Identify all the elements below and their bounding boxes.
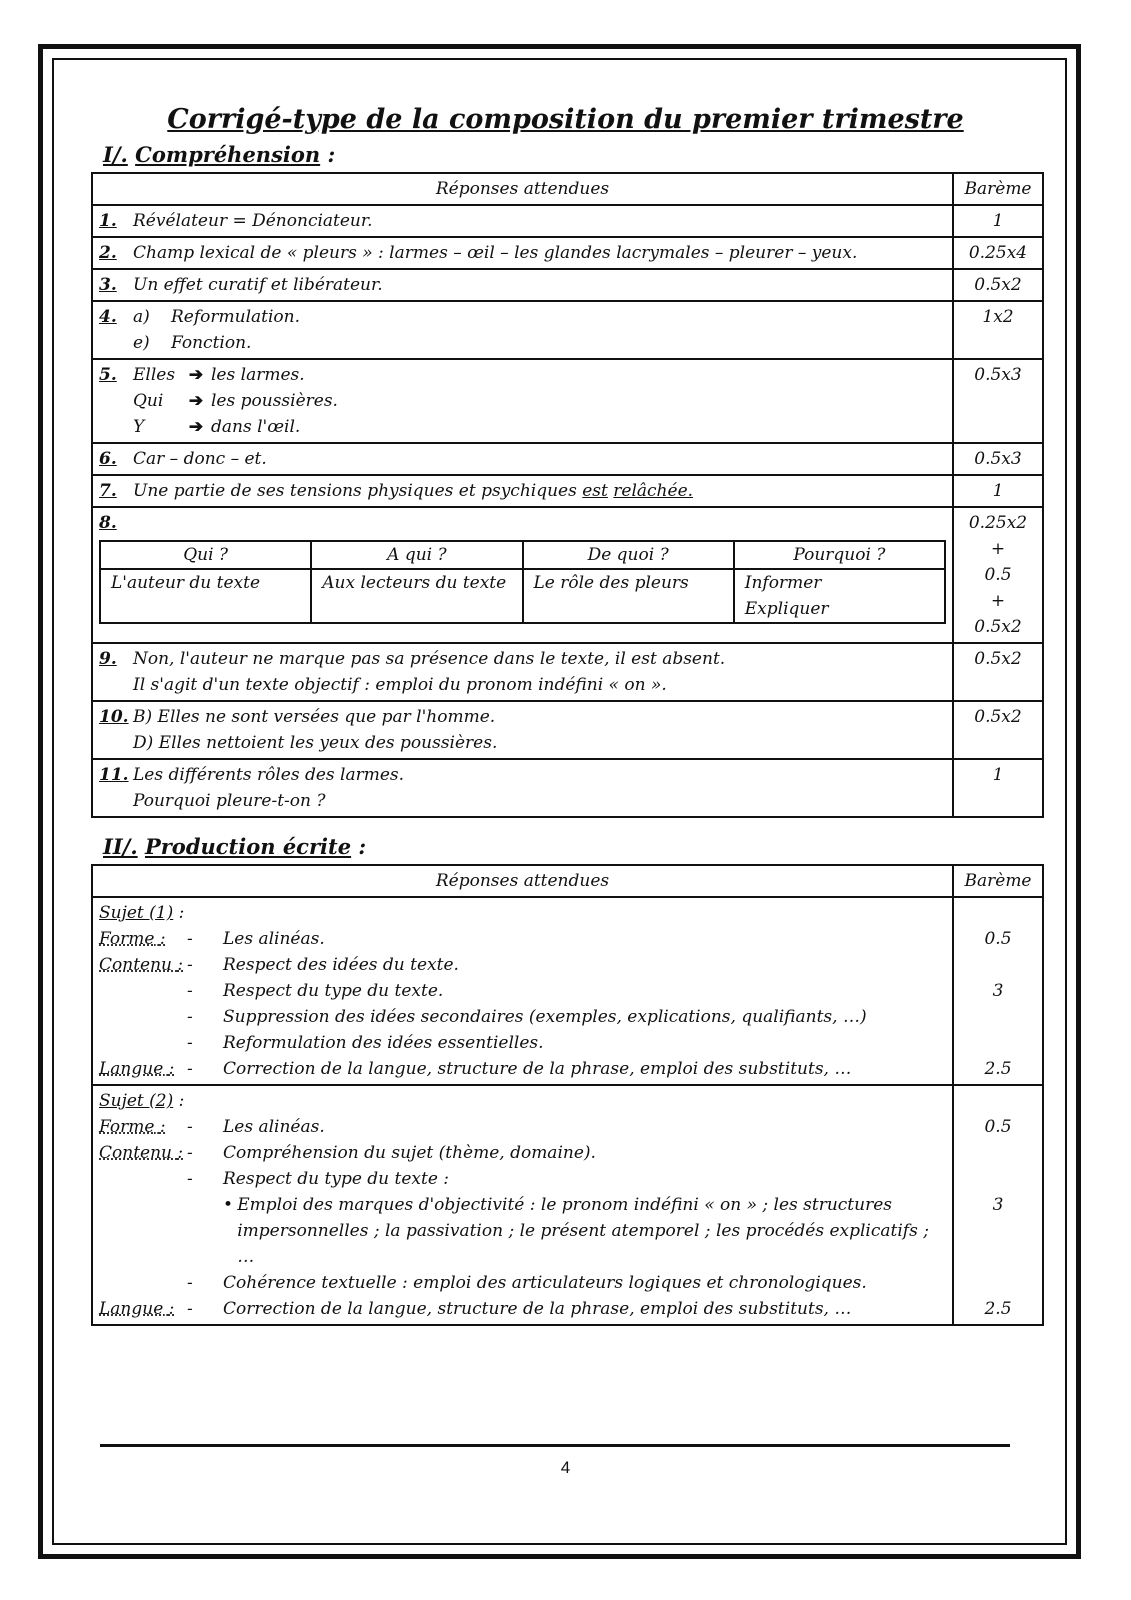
criterion-label: Langue: [99, 1059, 164, 1079]
score-line: 0.5: [984, 1117, 1012, 1137]
score: 1: [953, 759, 1043, 817]
inner-cell-line: Informer: [744, 573, 822, 593]
score-line: +: [990, 539, 1006, 559]
table-row: [92, 205, 1043, 237]
inner-cell: Aux lecteurs du texte: [311, 569, 522, 623]
question-number: 3.: [99, 275, 117, 295]
answer-text: Révélateur = Dénonciateur.: [133, 211, 373, 231]
criterion-label: Contenu: [99, 955, 172, 975]
sujet-colon: :: [178, 903, 185, 923]
criterion-text: Suppression des idées secondaires (exemples, explications, qualifiants, …): [223, 1007, 867, 1027]
question-number: 7.: [99, 481, 117, 501]
dash: -: [187, 1143, 193, 1163]
inner-row: [100, 569, 945, 623]
question-number: 9.: [99, 649, 117, 669]
score-line: 3: [992, 981, 1004, 1001]
table-row: [92, 269, 1043, 301]
score: 0.5x2: [953, 269, 1043, 301]
answer-text: Non, l'auteur ne marque pas sa présence dans le texte, il est absent.: [133, 649, 726, 669]
section-colon: :: [358, 834, 367, 859]
question-number: 5.: [99, 365, 117, 385]
table-row: [92, 237, 1043, 269]
criterion-label: Langue: [99, 1299, 164, 1319]
dash: -: [187, 1273, 193, 1293]
arrow-right-icon: ➔: [188, 391, 204, 411]
criterion-text: Les alinéas.: [223, 1117, 325, 1137]
section-production-title: [103, 834, 366, 859]
dash: -: [187, 1007, 193, 1027]
dash: -: [187, 1059, 193, 1079]
question-number: 10.: [99, 707, 129, 727]
score-line: 0.5x2: [974, 617, 1022, 637]
answer-text: D) Elles nettoient les yeux des poussières.: [133, 733, 498, 753]
score-line: 0.5: [984, 565, 1012, 585]
sujet-title: Sujet (1): [99, 903, 174, 923]
table-header-row: [92, 865, 1043, 897]
answer-text: Reformulation.: [171, 307, 301, 327]
score: 0.5x3: [953, 359, 1043, 443]
criterion-text: Respect des idées du texte.: [223, 955, 459, 975]
arrow-right-icon: ➔: [188, 417, 204, 437]
criterion-label: Contenu: [99, 1143, 172, 1163]
score: 1x2: [953, 301, 1043, 359]
criterion-text: Correction de la langue, structure de la phrase, emploi des substituts, …: [223, 1059, 852, 1079]
dash: -: [187, 1033, 193, 1053]
inner-header: De quoi ?: [523, 541, 734, 569]
inner-cell: [734, 569, 945, 623]
criterion-text: Correction de la langue, structure de la phrase, emploi des substituts, …: [223, 1299, 852, 1319]
sujet-2-row: [92, 1085, 1043, 1325]
question-number: 6.: [99, 449, 117, 469]
sujet-colon: :: [178, 1091, 185, 1111]
answer-text: dans l'œil.: [211, 417, 301, 437]
dash: -: [187, 981, 193, 1001]
table-row: [92, 443, 1043, 475]
page-number: 4: [560, 1458, 571, 1477]
answer-text: Fonction.: [171, 333, 252, 353]
score-line: 2.5: [984, 1059, 1012, 1079]
table-row: [92, 475, 1043, 507]
score: 1: [953, 475, 1043, 507]
criterion-text: Les alinéas.: [223, 929, 325, 949]
criterion-text: Emploi des marques d'objectivité : le pronom indéfini « on » ; les structures impersonnelles ; la passivation ; le présent atemporel ; les procédés explicatifs ; …: [237, 1195, 929, 1267]
table-row: [92, 507, 1043, 643]
label-sep: :: [159, 1117, 166, 1137]
label-sep: :: [177, 955, 184, 975]
criterion-text: Reformulation des idées essentielles.: [223, 1033, 544, 1053]
table-row: [92, 643, 1043, 701]
inner-header: Qui ?: [100, 541, 311, 569]
question-number: 1.: [99, 211, 117, 231]
criterion-text: Cohérence textuelle : emploi des articulateurs logiques et chronologiques.: [223, 1273, 867, 1293]
comprehension-table: [91, 172, 1044, 818]
answer-text: Il s'agit d'un texte objectif : emploi du pronom indéfini « on ».: [133, 675, 667, 695]
section-label: Compréhension: [135, 142, 321, 167]
dash: -: [187, 1299, 193, 1319]
score: 0.5x3: [953, 443, 1043, 475]
section-number: II/.: [103, 834, 138, 859]
inner-header: Pourquoi ?: [734, 541, 945, 569]
option-letter: a): [133, 307, 150, 327]
answer-text: les larmes.: [211, 365, 305, 385]
question-number: 11.: [99, 765, 129, 785]
option-letter: e): [133, 333, 150, 353]
answer-text: Pourquoi pleure-t-on ?: [133, 791, 326, 811]
referent-word: Qui: [133, 391, 164, 411]
answer-underlined: est: [582, 481, 608, 501]
header-scale: Barème: [953, 173, 1043, 205]
table-header-row: [92, 173, 1043, 205]
criterion-text: Respect du type du texte :: [223, 1169, 450, 1189]
answer-text: Car – donc – et.: [133, 449, 267, 469]
criterion-label: Forme: [99, 1117, 155, 1137]
table-row: [92, 701, 1043, 759]
referent-word: Elles: [133, 365, 176, 385]
score-line: 2.5: [984, 1299, 1012, 1319]
score-line: 3: [992, 1195, 1004, 1215]
arrow-right-icon: ➔: [188, 365, 204, 385]
dash: -: [187, 929, 193, 949]
inner-cell: Le rôle des pleurs: [523, 569, 734, 623]
header-answers: Réponses attendues: [92, 865, 953, 897]
inner-cell-line: Expliquer: [744, 599, 829, 619]
score: 1: [953, 205, 1043, 237]
production-table: [91, 864, 1044, 1326]
section-number: I/.: [103, 142, 128, 167]
bullet-icon: •: [223, 1195, 234, 1215]
communication-table: [99, 540, 946, 624]
dash: -: [187, 955, 193, 975]
answer-text: B) Elles ne sont versées que par l'homme.: [133, 707, 496, 727]
referent-word: Y: [133, 417, 145, 437]
table-row: [92, 759, 1043, 817]
question-number: 2.: [99, 243, 117, 263]
label-sep: :: [159, 929, 166, 949]
score-line: +: [990, 591, 1006, 611]
score: 0.5x2: [953, 701, 1043, 759]
question-number: 8.: [99, 513, 117, 533]
table-row: [92, 359, 1043, 443]
score: 0.5x2: [953, 643, 1043, 701]
score: [953, 897, 1043, 1085]
inner-header-row: [100, 541, 945, 569]
inner-header: A qui ?: [311, 541, 522, 569]
score: [953, 1085, 1043, 1325]
section-label: Production écrite: [144, 834, 352, 859]
score-line: 0.25x2: [968, 513, 1028, 533]
table-row: [92, 301, 1043, 359]
answer-text: Une partie de ses tensions physiques et psychiques: [133, 481, 583, 501]
label-sep: :: [168, 1299, 175, 1319]
answer-text: Les différents rôles des larmes.: [133, 765, 405, 785]
header-answers: Réponses attendues: [92, 173, 953, 205]
sujet-title: Sujet (2): [99, 1091, 174, 1111]
answer-text: Champ lexical de « pleurs » : larmes – œil – les glandes lacrymales – pleurer – yeux.: [133, 243, 858, 263]
page-title: Corrigé-type de la composition du premier trimestre: [167, 104, 964, 135]
sujet-1-row: [92, 897, 1043, 1085]
score: 0.25x4: [953, 237, 1043, 269]
score-line: 0.5: [984, 929, 1012, 949]
dash: -: [187, 1117, 193, 1137]
score: [953, 507, 1043, 643]
dash: -: [187, 1169, 193, 1189]
criterion-text: Compréhension du sujet (thème, domaine).: [223, 1143, 596, 1163]
inner-cell: L'auteur du texte: [100, 569, 311, 623]
answer-text: les poussières.: [211, 391, 338, 411]
section-comprehension-title: [103, 142, 335, 167]
label-sep: :: [177, 1143, 184, 1163]
footer-divider: [100, 1444, 1010, 1447]
answer-underlined: relâchée.: [613, 481, 694, 501]
section-colon: :: [327, 142, 336, 167]
criterion-text: Respect du type du texte.: [223, 981, 444, 1001]
criterion-label: Forme: [99, 929, 155, 949]
answer-text: Un effet curatif et libérateur.: [133, 275, 383, 295]
header-scale: Barème: [953, 865, 1043, 897]
question-number: 4.: [99, 307, 117, 327]
label-sep: :: [168, 1059, 175, 1079]
